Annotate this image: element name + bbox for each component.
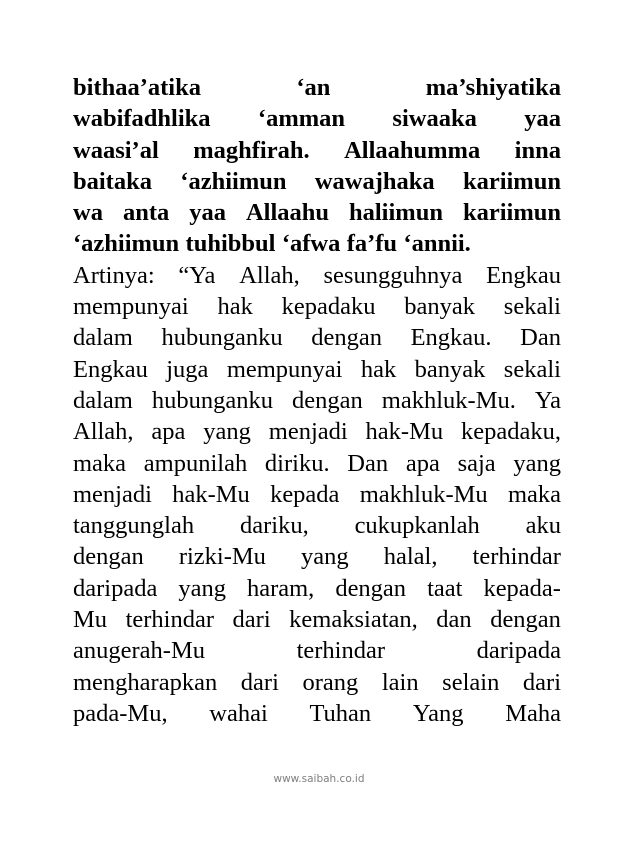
translation-line [73,573,561,604]
word: aku [525,512,561,540]
word: Engkau. [410,324,492,352]
word: mempunyai [226,355,343,383]
word: wa [73,199,103,227]
translation-line [73,291,561,322]
word: bithaa’atika [73,74,201,101]
word: sesungguhnya [323,261,463,289]
word: halal, [383,543,438,571]
word: dengan [73,543,144,571]
word: maghfirah. [193,136,310,164]
translation-line [73,510,561,541]
word: daripada [73,574,158,602]
word: ‘annii. [403,230,471,258]
word: menjadi [268,418,348,446]
word: hak [360,355,397,383]
word: Maha [505,699,561,727]
document-body [73,72,561,729]
word: dariku, [239,512,309,540]
word: Dan [347,449,389,477]
word: ampunilah [143,449,248,477]
word: baitaka [73,167,152,195]
word: yaa [524,105,561,133]
word: Allaahu [245,199,330,227]
word: Artinya: [73,261,155,289]
word: wahai [209,699,268,727]
word: haliimun [349,199,443,227]
word: ‘afwa [281,230,341,258]
word: yang [301,543,349,571]
transliteration-line [73,135,561,166]
word: rizki-Mu [178,543,266,571]
word: orang [302,668,359,696]
word: mengharapkan [73,668,218,696]
word: dari [232,606,271,634]
word: hubunganku [161,324,283,352]
word: kariimun [462,167,561,195]
word: ma’shiyatika [425,74,561,101]
transliteration-line [73,72,561,103]
word: kariimun [462,199,561,227]
word: kepada- [483,574,561,602]
word: inna [514,136,561,164]
word: Allaahumma [344,136,481,164]
word: tanggunglah [73,512,195,540]
word: pada-Mu, [73,699,168,727]
word: Tuhan [309,699,372,727]
word: anugerah-Mu [73,637,205,665]
word: banyak [404,293,476,321]
translation-line [73,635,561,666]
transliteration-line [73,103,561,134]
word: menjadi [73,480,152,508]
word: terhindar [472,543,561,571]
translation-line [73,541,561,572]
word: kepadaku [281,293,376,321]
word: yang [513,449,561,477]
word: dari [522,668,561,696]
word: sekali [503,355,561,383]
word: Allah, [73,418,134,446]
word: banyak [414,355,486,383]
word: taat [427,574,463,602]
word: tuhibbul [185,230,276,258]
word: Ya [534,386,561,414]
word: cukupkanlah [354,512,480,540]
word: hak-Mu [365,418,444,446]
translation-line [73,448,561,479]
word: Mu [73,606,108,634]
word: apa [151,418,186,446]
word: dengan [335,574,407,602]
transliteration-line [73,197,561,228]
translation-line [73,479,561,510]
word: sekali [503,293,561,321]
word: kepada [270,480,340,508]
word: waasi’al [73,136,159,164]
translation-line [73,260,561,291]
word: selain [442,668,500,696]
prayer-transliteration [73,72,561,260]
word: kemaksiatan, [289,606,418,634]
word: Allah, [239,261,300,289]
transliteration-line [73,228,561,259]
word: daripada [476,637,561,665]
word: dan [436,606,472,634]
word: dengan [292,386,363,414]
word: juga [166,355,209,383]
word: saja [457,449,496,477]
word: kepadaku, [460,418,561,446]
word: terhindar [296,637,386,665]
word: Engkau [486,261,561,289]
word: lain [381,668,419,696]
word: dalam [73,386,133,414]
word: Dan [520,324,561,352]
word: Engkau [73,355,148,383]
word: apa [405,449,440,477]
word: dengan [311,324,382,352]
word: Yang [412,699,464,727]
word: dalam [73,324,133,352]
translation-line [73,354,561,385]
word: hak [217,293,253,321]
translation-line [73,416,561,447]
translation-line [73,322,561,353]
word: wawajhaka [314,167,435,195]
translation-line [73,385,561,416]
word: yang [178,574,226,602]
word: yang [203,418,251,446]
word: siwaaka [392,105,477,133]
word: makhluk-Mu. [381,386,516,414]
word: dengan [490,606,561,634]
word: dari [240,668,279,696]
word: haram, [246,574,315,602]
transliteration-line [73,166,561,197]
word: fa’fu [346,230,398,258]
translation-line [73,667,561,698]
word: ‘amman [257,105,346,133]
translation-line [73,698,561,729]
word: hubunganku [151,386,274,414]
word: anta [122,199,170,227]
prayer-translation [73,260,561,729]
word: hak-Mu [172,480,250,508]
word: terhindar [125,606,215,634]
word: mempunyai [73,293,189,321]
word: maka [507,480,561,508]
word: makhluk-Mu [359,480,488,508]
word: ‘azhiimun [73,230,180,258]
footer-website: www.saibah.co.id [273,773,365,785]
word: maka [73,449,127,477]
translation-line [73,604,561,635]
word: yaa [189,199,226,227]
word: wabifadhlika [73,105,211,133]
word: diriku. [264,449,330,477]
word: ‘an [296,74,331,101]
word: “Ya [178,261,216,289]
word: ‘azhiimun [180,167,287,195]
